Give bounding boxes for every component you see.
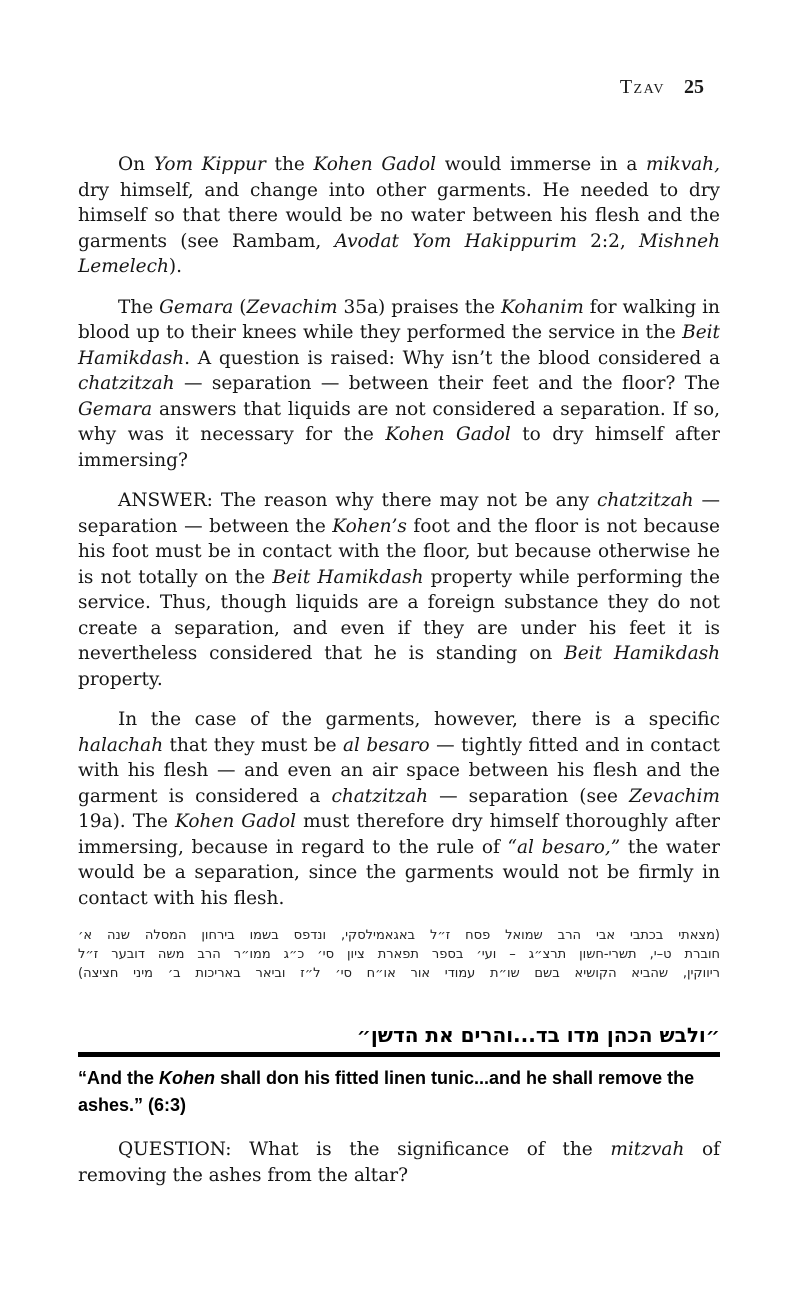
section-heading-block bbox=[78, 1023, 720, 1119]
hebrew-verse-heading: ״ולבש הכהן מדו בד...והרים את הדשן״ bbox=[356, 1023, 720, 1047]
heading-divider-rule bbox=[78, 1052, 720, 1057]
footnote-line-2: חוברת ט–י, תשרי-חשון תרצ״ג – ועי׳ בספר תפארת ציון סי׳ כ״ג ממו״ר הרב משה דובער ז״ל bbox=[78, 947, 720, 962]
english-verse-heading: “And the Kohen shall don his fitted linen tunic...and he shall remove the ashes.” (6:3) bbox=[78, 1068, 695, 1115]
hebrew-footnote bbox=[78, 926, 720, 983]
paragraph-answer: ANSWER: The reason why there may not be any chatzitzah — separation — between the Kohen’s foot and the floor is not because his foot must be in contact with the floor, but because otherwise he is not totally on the Beit Hamikdash property while performing the service. Thus, though liquids are a foreign substance they do not create a separation, and even if they are under his feet it is nevertheless considered that he is standing on Beit Hamikdash property. bbox=[78, 490, 721, 690]
paragraph-yom-kippur: On Yom Kippur the Kohen Gadol would immerse in a mikvah, dry himself, and change into other garments. He needed to dry himself so that there would be no water between his flesh and the garments (see Rambam, Avodat Yom Hakippurim 2:2, Mishneh Lemelech). bbox=[78, 154, 720, 277]
paragraph-gemara-question: The Gemara (Zevachim 35a) praises the Kohanim for walking in blood up to their knees while they performed the service in the Beit Hamikdash. A question is raised: Why isn’t the blood considered a chatzitzah — separation — between their feet and the floor? The Gemara answers that liquids are not considered a separation. If so, why was it necessary for the Kohen Gadol to dry himself after immersing? bbox=[78, 296, 721, 471]
running-header bbox=[78, 76, 720, 98]
body-text bbox=[78, 152, 720, 1188]
paragraph-question: QUESTION: What is the significance of the mitzvah of removing the ashes from the altar? bbox=[78, 1139, 720, 1186]
paragraph-garments: In the case of the garments, however, there is a specific halachah that they must be al besaro — tightly fitted and in contact with his flesh — and even an air space between his flesh and the garment is considered a chatzitzah — separation (see Zevachim 19a). The Kohen Gadol must therefore dry himself thoroughly after immersing, because in regard to the rule of “al besaro,” the water would be a separation, since the garments would not be firmly in contact with his flesh. bbox=[78, 709, 721, 909]
text-column bbox=[78, 76, 720, 1188]
footnote-line-1: (מצאתי בכתבי אבי הרב שמואל פסח ז״ל באגאמילסקי, ונדפס בשמו בירחון המסלה שנה א׳ bbox=[78, 928, 720, 943]
page-number: 25 bbox=[684, 76, 704, 98]
footnote-line-3: ריווקין, שהביא הקושיא בשם שו״ת עמודי אור או״ח סי׳ ל״ז וביאר באריכות ב׳ מיני חציצה) bbox=[78, 966, 720, 981]
parsha-title: Tzav bbox=[619, 76, 665, 98]
